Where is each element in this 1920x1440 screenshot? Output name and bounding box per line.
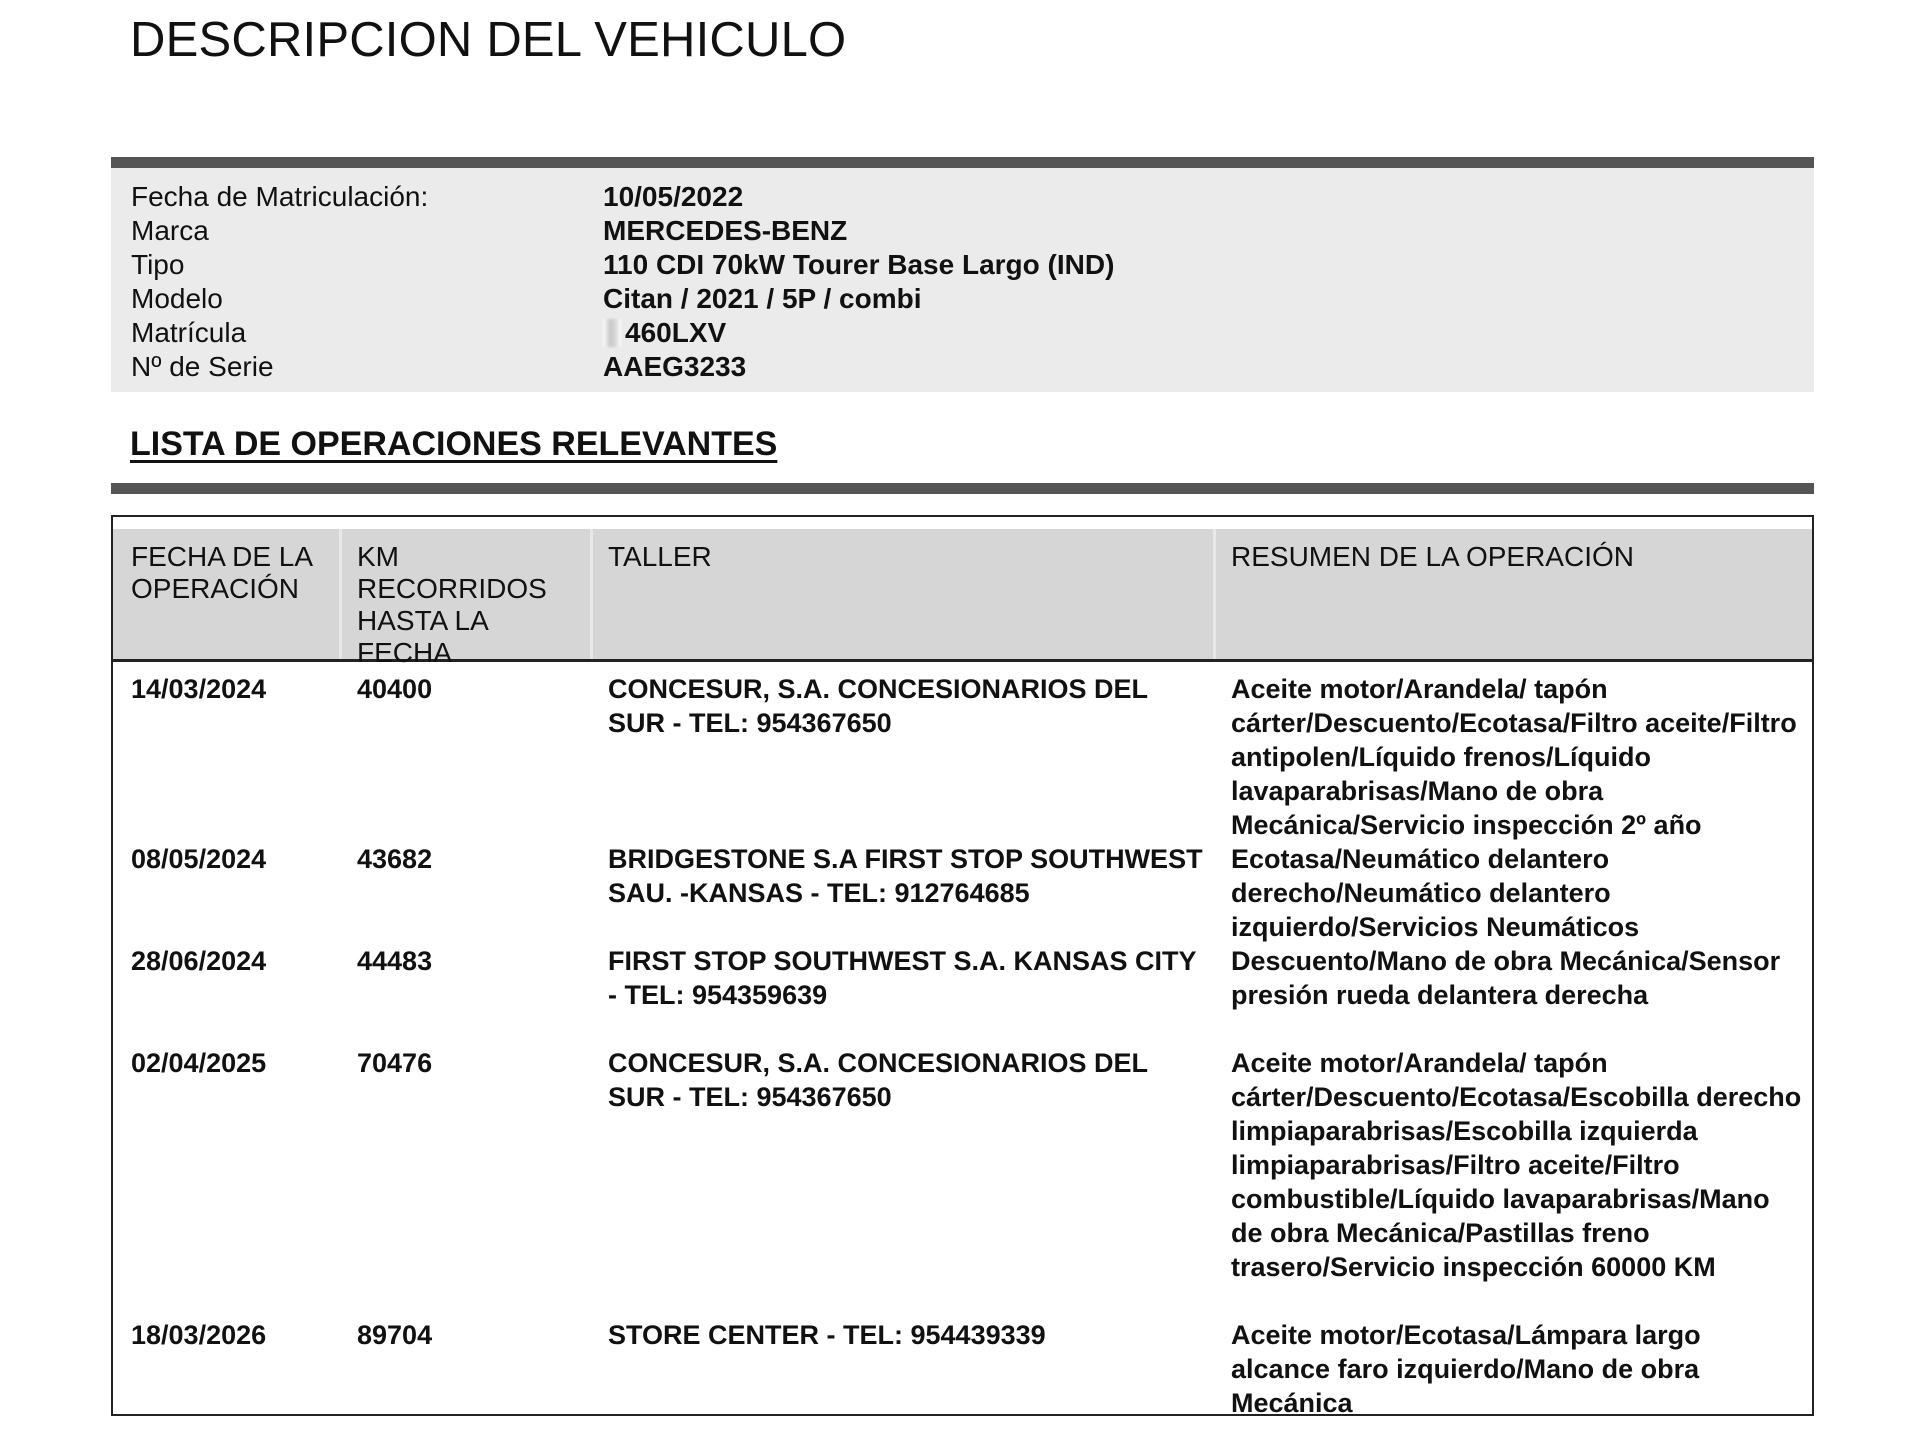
cell-date: 28/06/2024 bbox=[131, 946, 267, 976]
table-row bbox=[113, 672, 1812, 842]
redacted-plate-blur bbox=[603, 319, 621, 347]
vehicle-label: Matrícula bbox=[131, 317, 247, 348]
cell-summary: Aceite motor/Arandela/ tapón cárter/Descuento/Ecotasa/Escobilla derecho limpiaparabrisas/Escobilla izquierda limpiaparabrisas/Filtro aceite/Filtro combustible/Líquido lavaparabrisas/Mano de obra Mecánica/Pastillas freno trasero/Servicio inspección 60000 KM bbox=[1231, 1048, 1802, 1282]
cell-km: 44483 bbox=[357, 946, 433, 976]
vehicle-value: 110 CDI 70kW Tourer Base Largo (IND) bbox=[603, 249, 1115, 280]
vehicle-row-registration-date bbox=[131, 180, 1781, 214]
cell-summary: Ecotasa/Neumático delantero derecho/Neumático delantero izquierdo/Servicios Neumáticos bbox=[1231, 844, 1640, 942]
operations-table bbox=[111, 515, 1814, 1416]
table-row bbox=[113, 1046, 1812, 1318]
vehicle-value: AAEG3233 bbox=[603, 351, 747, 382]
vehicle-row-serial bbox=[131, 350, 1781, 384]
cell-workshop: CONCESUR, S.A. CONCESIONARIOS DEL SUR - TEL: 954367650 bbox=[608, 674, 1148, 738]
table-row bbox=[113, 1318, 1812, 1420]
column-separator bbox=[1213, 529, 1216, 659]
cell-date: 18/03/2026 bbox=[131, 1320, 267, 1350]
vehicle-value: Citan / 2021 / 5P / combi bbox=[603, 283, 922, 314]
cell-workshop: FIRST STOP SOUTHWEST S.A. KANSAS CITY - TEL: 954359639 bbox=[608, 946, 1197, 1010]
table-row bbox=[113, 944, 1812, 1046]
header-summary: RESUMEN DE LA OPERACIÓN bbox=[1231, 541, 1634, 572]
vehicle-label: Nº de Serie bbox=[131, 351, 274, 382]
vehicle-value: MERCEDES-BENZ bbox=[603, 215, 848, 246]
cell-date: 08/05/2024 bbox=[131, 844, 267, 874]
cell-summary: Descuento/Mano de obra Mecánica/Sensor presión rueda delantera derecha bbox=[1231, 946, 1781, 1010]
cell-date: 14/03/2024 bbox=[131, 674, 267, 704]
table-body bbox=[113, 672, 1812, 1420]
column-separator bbox=[590, 529, 593, 659]
vehicle-row-model bbox=[131, 282, 1781, 316]
top-divider bbox=[111, 157, 1814, 168]
vehicle-label: Marca bbox=[131, 215, 209, 246]
table-row bbox=[113, 842, 1812, 944]
cell-workshop: CONCESUR, S.A. CONCESIONARIOS DEL SUR - TEL: 954367650 bbox=[608, 1048, 1148, 1112]
section-divider bbox=[111, 483, 1814, 494]
cell-km: 40400 bbox=[357, 674, 433, 704]
cell-km: 89704 bbox=[357, 1320, 433, 1350]
cell-workshop: BRIDGESTONE S.A FIRST STOP SOUTHWEST SAU. -KANSAS - TEL: 912764685 bbox=[608, 844, 1203, 908]
header-date: FECHA DE LA OPERACIÓN bbox=[131, 541, 314, 604]
vehicle-row-brand bbox=[131, 214, 1781, 248]
plate-text: 460LXV bbox=[625, 317, 727, 348]
cell-workshop: STORE CENTER - TEL: 954439339 bbox=[608, 1320, 1046, 1350]
header-km: KM RECORRIDOS HASTA LA FECHA bbox=[357, 541, 547, 668]
vehicle-label: Tipo bbox=[131, 249, 185, 280]
column-separator bbox=[339, 529, 342, 659]
document-title: DESCRIPCION DEL VEHICULO bbox=[130, 13, 847, 67]
vehicle-details bbox=[111, 168, 1814, 392]
vehicle-value-plate bbox=[603, 316, 726, 350]
table-header bbox=[113, 529, 1812, 668]
cell-date: 02/04/2025 bbox=[131, 1048, 267, 1078]
cell-summary: Aceite motor/Ecotasa/Lámpara largo alcance faro izquierdo/Mano de obra Mecánica bbox=[1231, 1320, 1701, 1418]
vehicle-label: Fecha de Matriculación: bbox=[131, 181, 429, 212]
header-workshop: TALLER bbox=[608, 541, 712, 572]
vehicle-row-type bbox=[131, 248, 1781, 282]
operations-section-title: LISTA DE OPERACIONES RELEVANTES bbox=[130, 425, 778, 463]
vehicle-row-plate bbox=[131, 316, 1781, 350]
vehicle-label: Modelo bbox=[131, 283, 223, 314]
cell-km: 43682 bbox=[357, 844, 433, 874]
cell-summary: Aceite motor/Arandela/ tapón cárter/Descuento/Ecotasa/Filtro aceite/Filtro antipolen/Líquido frenos/Líquido lavaparabrisas/Mano de obra Mecánica/Servicio inspección 2º año bbox=[1231, 674, 1797, 840]
cell-km: 70476 bbox=[357, 1048, 433, 1078]
vehicle-value: 10/05/2022 bbox=[603, 181, 744, 212]
